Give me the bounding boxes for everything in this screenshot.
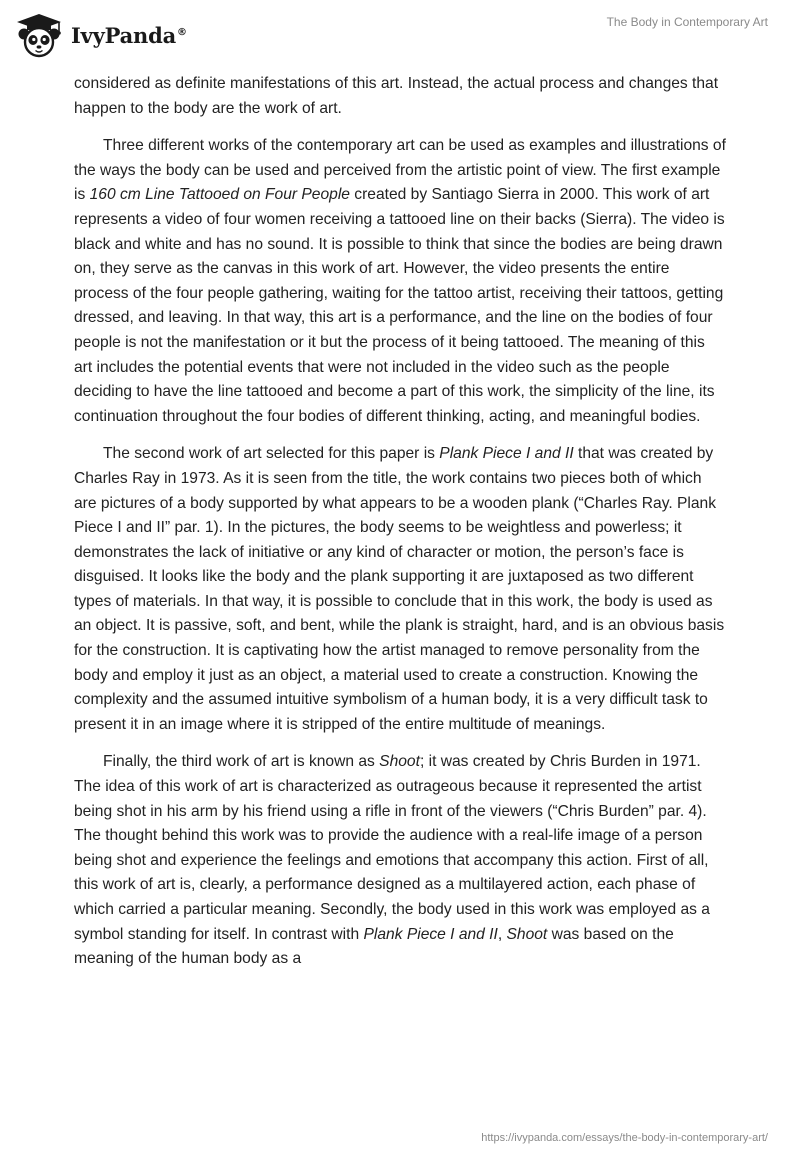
text-run: Three different works of the contemporary art can be used as examples and illustrations of the ways the body can be used and perceived from the artistic point of view. The first example is [74, 137, 726, 204]
paragraph-4 [74, 750, 726, 971]
text-run: created by Santiago Sierra in 2000. This work of art represents a video of four women receiving a tattooed line on their backs (Sierra). The video is black and white and has no sound. It is possible to think that since the bodies are being drawn on, they serve as the canvas in this work of art. However, the video presents the entire process of the four people gathering, waiting for the tattoo artist, receiving their tattoos, getting dressed, and leaving. In that way, this art is a performance, and the line on the bodies of four people is not the manifestation or it but the process of it being tattooed. The meaning of this art includes the potential events that were not included in the video such as the people deciding to have the line tattooed and become a part of this work, the simplicity of the line, its continuation throughout the four bodies of different thinking, acting, and meaningful bodies. [74, 186, 725, 425]
source-url[interactable]: https://ivypanda.com/essays/the-body-in-contemporary-art/ [481, 1132, 768, 1144]
ivypanda-logo[interactable] [14, 12, 187, 58]
essay-body [74, 72, 726, 985]
text-run: , [497, 925, 507, 943]
paragraph-3 [74, 442, 726, 737]
text-run: considered as definite manifestations of this art. Instead, the actual process and changes that happen to the body are the work of art. [74, 75, 719, 117]
work-title: Shoot [506, 925, 548, 943]
text-run: that was created by Charles Ray in 1973. As it is seen from the title, the work contains two pieces both of which are pictures of a body supported by what appears to be a wooden plank (“Charles Ray. Plank Piece I and II” par. 1). In the pictures, the body seems to be weightless and powerless; it demonstrates the lack of initiative or any kind of character or motion, the person’s face is disguised. It looks like the body and the plank supporting it are juxtaposed as two different types of materials. In that way, it is possible to conclude that in this work, the body is used as an object. It is passive, soft, and bent, while the plank is straight, hard, and is an obvious basis for the construction. It is captivating how the artist managed to remove personality from the body and employ it just as an object, a material used to create a construction. Knowing the complexity and the assumed intuitive symbolism of a human body, it is a very difficult task to present it in an image where it is stripped of the entire multitude of meanings. [74, 445, 725, 733]
paragraph-1 [74, 72, 726, 121]
paragraph-2 [74, 134, 726, 429]
document-title: The Body in Contemporary Art [606, 15, 768, 29]
page-header [0, 0, 800, 62]
registered-mark: ® [177, 26, 187, 38]
panda-graduate-icon [14, 12, 64, 58]
work-title: 160 cm Line Tattooed on Four People [89, 186, 350, 204]
brand-name: IvyPanda® [71, 22, 187, 48]
text-run: ; it was created by Chris Burden in 1971. The idea of this work of art is characterized as outrageous because it represented the artist being shot in his arm by his friend using a rifle in front of the viewers (“Chris Burden” par. 4). The thought behind this work was to provide the audience with a real-life image of a person being shot and experience the feelings and emotions that accompany this action. First of all, this work of art is, clearly, a performance designed as a multilayered action, each phase of which carried a particular meaning. Secondly, the body used in this work was employed as a symbol standing for itself. In contrast with [74, 753, 710, 943]
work-title: Plank Piece I and II [439, 445, 574, 463]
text-run: The second work of art selected for this paper is [103, 445, 440, 463]
text-run: Finally, the third work of art is known as [103, 753, 380, 771]
text-run: was based on the meaning of the human body as a [74, 925, 674, 968]
work-title: Plank Piece I and II [363, 925, 498, 943]
work-title: Shoot [379, 753, 420, 771]
